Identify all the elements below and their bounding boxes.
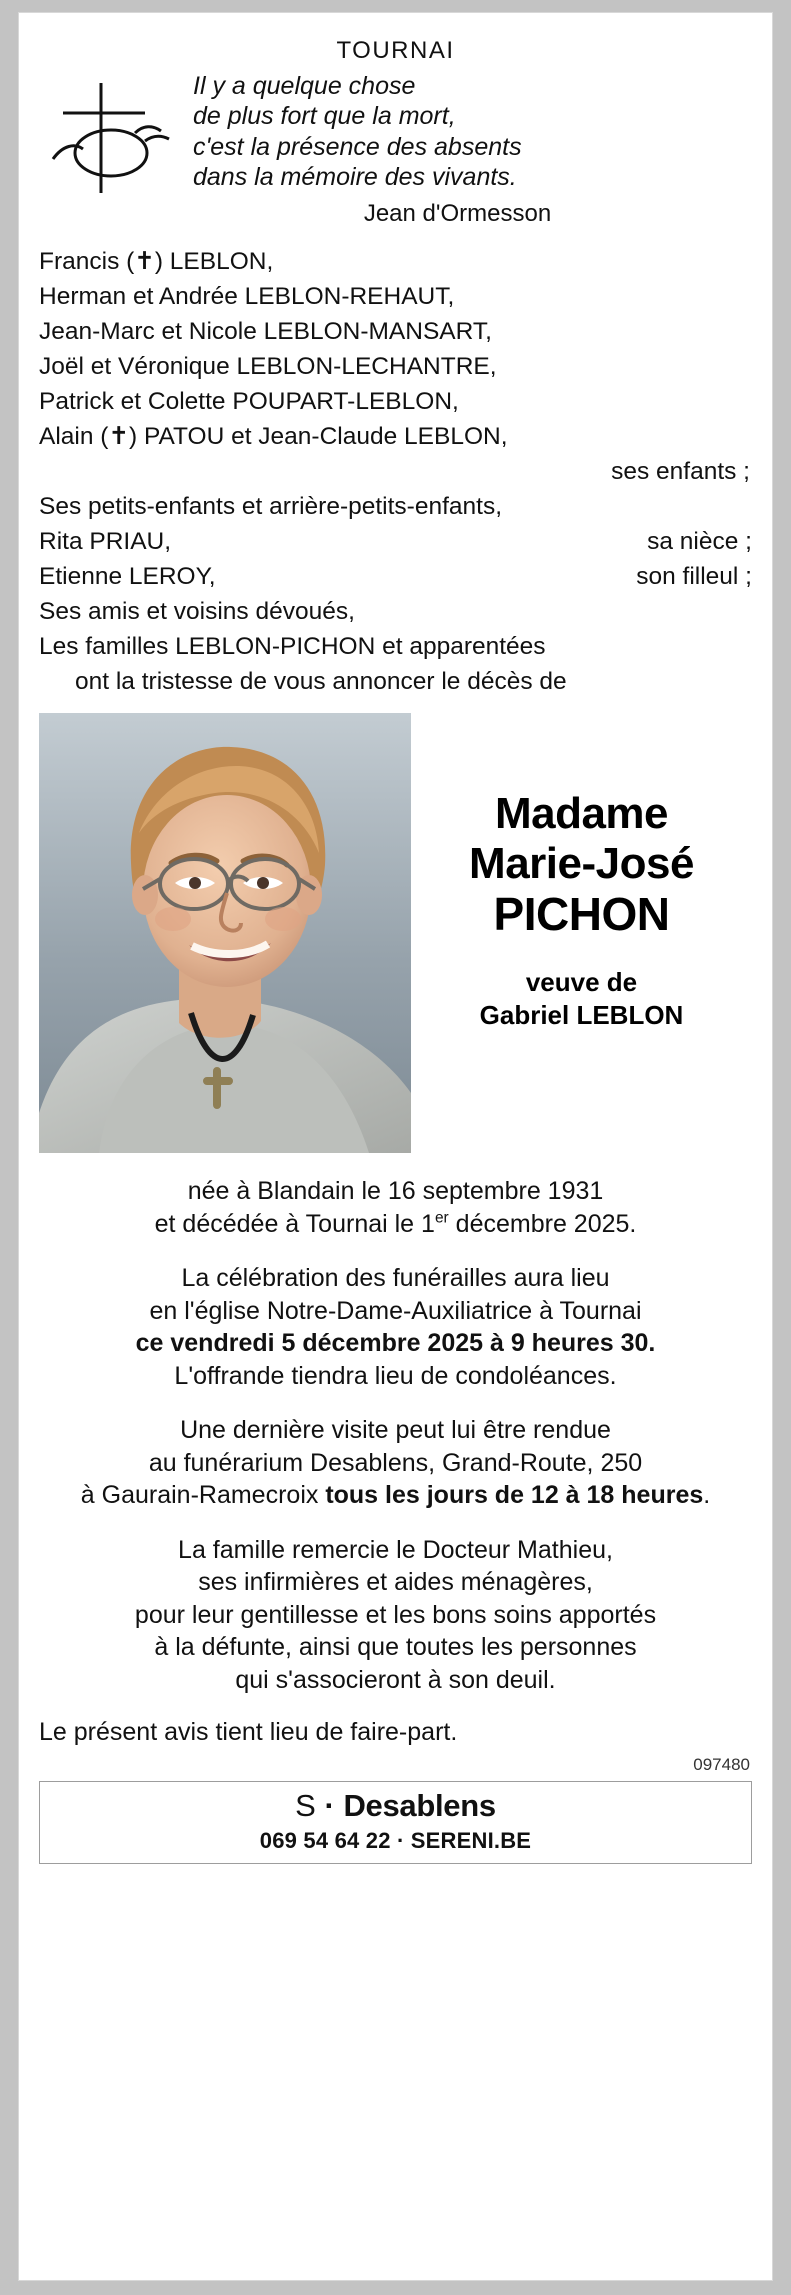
quote-line-1: Il y a quelque chose	[193, 72, 416, 100]
funeral-offering: L'offrande tiendra lieu de condoléances.	[174, 1361, 617, 1390]
quote-line-2: de plus fort que la mort,	[193, 102, 456, 131]
widow-block	[411, 966, 752, 1031]
friends-line: Ses amis et voisins dévoués,	[39, 598, 355, 626]
visit-line-2: au funérarium Desablens, Grand-Route, 250	[148, 1448, 643, 1477]
birth-line: née à Blandain le 16 septembre 1931	[187, 1177, 604, 1206]
reference-number: 097480	[693, 1755, 750, 1775]
visit-period: .	[703, 1481, 711, 1510]
funeral-datetime: ce vendredi 5 décembre 2025 à 9 heures 30.	[135, 1329, 656, 1358]
family-line: Francis (✝) LEBLON,	[39, 248, 274, 275]
family-list	[39, 244, 752, 699]
quote-section	[39, 71, 752, 228]
death-notice-card	[18, 12, 773, 2281]
funeral-line-1: La célébration des funérailles aura lieu	[181, 1264, 610, 1293]
birth-death-paragraph	[39, 1175, 752, 1240]
visit-hours: tous les jours de 12 à 18 heures	[325, 1481, 704, 1510]
closing-line: Le présent avis tient lieu de faire-part.	[39, 1718, 458, 1747]
deceased-title: Madame	[494, 789, 669, 839]
family-line: Herman et Andrée LEBLON-REHAUT,	[39, 283, 455, 311]
family-line: Jean-Marc et Nicole LEBLON-MANSART,	[39, 318, 492, 346]
niece-row	[39, 524, 752, 559]
quote-line-3: c'est la présence des absents	[193, 132, 522, 161]
niece-name: Rita PRIAU,	[39, 528, 172, 556]
godson-row	[39, 559, 752, 594]
visit-place: à Gaurain-Ramecroix	[80, 1481, 326, 1510]
portrait-and-name	[39, 713, 752, 1153]
brand-dot: ·	[324, 1788, 335, 1824]
funeral-paragraph	[39, 1262, 752, 1392]
visit-line-1: Une dernière visite peut lui être rendue	[180, 1416, 611, 1445]
niece-label: sa nièce ;	[647, 528, 752, 556]
godson-label: son filleul ;	[636, 563, 752, 591]
brand-contact[interactable]: 069 54 64 22 · SERENI.BE	[259, 1827, 532, 1853]
spouse-name: Gabriel LEBLON	[479, 999, 684, 1030]
death-line-a: et décédée à Tournai le 1	[154, 1209, 435, 1238]
deceased-photo	[39, 713, 411, 1153]
widow-label: veuve de	[525, 967, 638, 998]
brand-name: Desablens	[343, 1788, 496, 1824]
brand-prefix: S	[295, 1788, 316, 1824]
family-line: Alain (✝) PATOU et Jean-Claude LEBLON,	[39, 423, 508, 451]
children-label: ses enfants ;	[611, 458, 750, 486]
death-line	[39, 1208, 752, 1241]
family-line: Patrick et Colette POUPART-LEBLON,	[39, 388, 459, 416]
deceased-first-name: Marie-José	[469, 838, 694, 888]
deceased-last-name: PICHON	[493, 887, 670, 940]
family-line: Joël et Véronique LEBLON-LECHANTRE,	[39, 353, 497, 381]
thanks-paragraph	[39, 1534, 752, 1697]
death-line-b: décembre 2025.	[448, 1209, 637, 1238]
funeral-line-2: en l'église Notre-Dame-Auxiliatrice à Tournai	[149, 1296, 642, 1325]
death-line-sup: er	[434, 1209, 449, 1227]
grandchildren-line: Ses petits-enfants et arrière-petits-enfants,	[39, 493, 502, 521]
quote-line-4: dans la mémoire des vivants.	[193, 162, 517, 191]
city-heading: TOURNAI	[336, 37, 455, 64]
quote-author: Jean d'Ormesson	[363, 200, 552, 227]
godson-name: Etienne LEROY,	[39, 563, 216, 591]
families-line: Les familles LEBLON-PICHON et apparentées	[39, 633, 546, 661]
quote-text-block	[189, 71, 752, 228]
deceased-name-block	[411, 713, 752, 1031]
thanks-line-3: pour leur gentillesse et les bons soins apportés	[134, 1600, 657, 1629]
visit-line-3	[39, 1479, 752, 1512]
cross-icon	[49, 81, 179, 201]
visit-paragraph	[39, 1414, 752, 1512]
cross-emblem-wrap	[39, 71, 189, 201]
funeral-home-footer	[39, 1781, 752, 1863]
thanks-line-5: qui s'associeront à son deuil.	[235, 1665, 556, 1694]
announce-line: ont la tristesse de vous annoncer le décès de	[75, 668, 567, 696]
brand-line	[40, 1789, 751, 1823]
thanks-line-1: La famille remercie le Docteur Mathieu,	[178, 1535, 613, 1564]
thanks-line-2: ses infirmières et aides ménagères,	[198, 1568, 593, 1597]
thanks-line-4: à la défunte, ainsi que toutes les personnes	[154, 1633, 637, 1662]
